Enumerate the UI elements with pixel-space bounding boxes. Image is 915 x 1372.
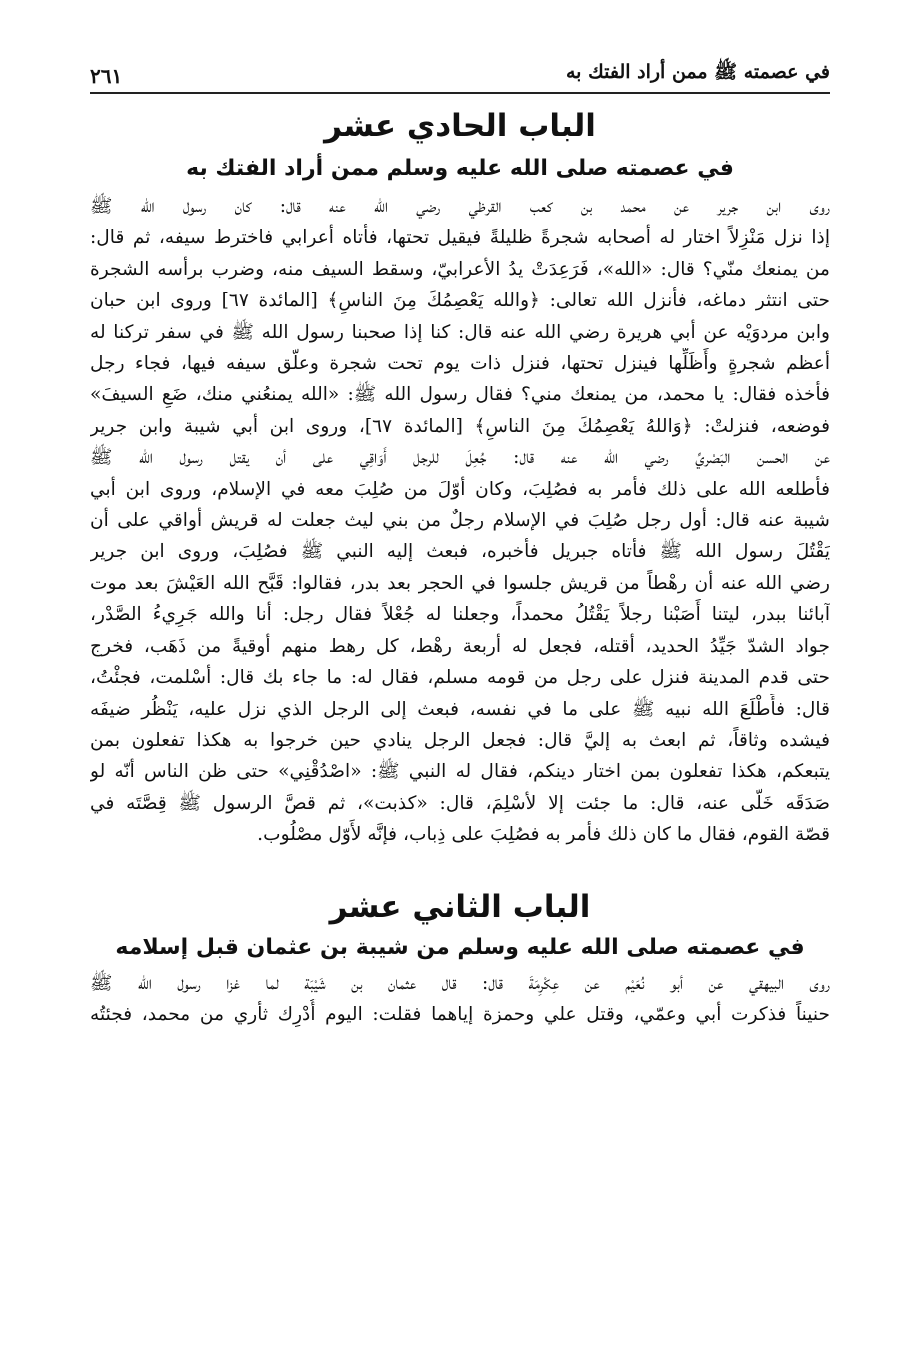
body-line: من يمنعك منّي؟ قال: «الله»، فَرَعِدَتْ يدُ الأعرابيّ، وسقط السيف منه، وضرب برأسه الشجرة (90, 258, 830, 280)
body-line: حتى قدم المدينة فنزل على رجل من قومه مسلم، فقال له: ما جاء بك قال: أسْلمت، فجئْتُ، (90, 667, 830, 689)
body-line: حتى انتثر دماغه، فأنزل الله تعالى: ﴿والله يَعْصِمُكَ مِنَ الناسِ﴾ [المائدة ٦٧] وروى ابن حبان (90, 290, 830, 312)
body-line: قصّة القوم، فقال ما كان ذلك فأمر به فصُلِبَ على ذِباب، فإنَّه لأَوّل مصْلُوب. (257, 824, 830, 846)
body-line: يَقْتُلَ رسول الله ﷺ فأتاه جبريل فأخبره، فبعث إليه النبي ﷺ فصُلِبَ، وروى ابن جرير (90, 541, 830, 563)
chapter-body (90, 191, 830, 851)
body-line: فأطلعه الله على ذلك فأمر به فصُلِبَ، وكان أوّلَ من صُلِبَ معه في الإسلام، وروى ابن أبي (90, 478, 830, 500)
body-line: شيبة عنه قال: أول رجل صُلِبَ في الإسلام رجلٌ من بني ليث جعلت له قريش أواقي على أن (90, 510, 830, 532)
body-line: فيشده وثاقاً، ثم ابعث به إليَّ قال: فجعل الرجل ينادي حين خرجوا به هكذا تفعلون بمن (90, 729, 830, 751)
body-line: فأخذه فقال: يا محمد، من يمنعك مني؟ فقال رسول الله ﷺ: «الله يمنعُني منك، ضَعِ السيفَ» (90, 384, 830, 406)
body-line: فوضعه، فنزلتْ: ﴿وَاللهُ يَعْصِمُكَ مِنَ الناسِ﴾ [المائدة ٦٧]، وروى ابن أبي شيبة وابن جرير (90, 415, 830, 437)
body-line: رضي الله عنه أن رهْطاً من قريش جلسوا في الحجر بعد بدر، فقالوا: قَبَّح الله العَيْشَ بعد موت (90, 572, 830, 594)
body-line: آبائنا ببدر، ليتنا أَصَبْنا رجلاً يَقْتُلُ محمداً، وجعلنا له جُعْلاً فقال رجل: أنا والله جَرِيءُ الصَّدْر، (90, 604, 830, 626)
body-line: حنيناً فذكرت أبي وعمّي، وقتل علي وحمزة إياهما فقلت: اليوم أُدْرِك ثأري من محمد، فجئتُه (90, 1003, 830, 1025)
body-line: جواد الشدّ جَيِّدُ الحديد، أقتله، فجعل له أربعة رهْط، كل رهط منهم أوقيةً من ذَهَب، فخرج (90, 635, 830, 657)
body-line: وابن مردوَيْه عن أبي هريرة رضي الله عنه قال: كنا إذا صحبنا رسول الله ﷺ في سفر تركنا له (90, 321, 830, 343)
body-line: عن الحسن البَصْريِّ رضي الله عنه قال: جُعِلَ للرجل أَوَاقِي على أن يقتل رسول الله ﷺ (90, 447, 830, 469)
chapter-title: الباب الثاني عشر (329, 888, 591, 925)
body-line: أعظم شجرةٍ وأَظَلِّها فينزل تحتها، فنزل ذات يوم تحت شجرة وعلّق سيفه فيها، فجاء رجل (90, 353, 830, 375)
body-line: يتبعكم، هكذا تفعلون بمن اختار دينكم، فقال له النبي ﷺ: «اصْدُقْنِي» حتى ظن الناس أنّه لو (90, 761, 830, 783)
body-line: روى البيهقي عن أبو نُعَيْم عن عِكْرِمَةَ قال: قال عثمان بن شَيْبَة لما غزا رسول الله ﷺ (90, 972, 830, 994)
body-line: روى ابن جرير عن محمد بن كعب القرظي رضي الله عنه قال: كان رسول الله ﷺ (90, 196, 830, 217)
body-line: صَدَقَه خَلّى عنه، قال: ما جئت إلا لأسْلِمَ، قال: «كذبت»، ثم قصَّ الرسول ﷺ قِصَّتَه في (90, 792, 830, 814)
chapter-eleven (90, 108, 830, 851)
book-page (90, 44, 830, 1372)
running-title: في عصمته ﷺ ممن أراد الفتك به (566, 61, 830, 83)
chapter-body (90, 968, 830, 1031)
chapter-subtitle: في عصمته صلى الله عليه وسلم من شيبة بن عثمان قبل إسلامه (115, 934, 805, 960)
chapter-twelve (90, 889, 830, 1031)
chapter-subtitle: في عصمته صلى الله عليه وسلم ممن أراد الفتك به (186, 156, 734, 181)
chapter-title: الباب الحادي عشر (324, 108, 596, 144)
running-header (90, 44, 830, 94)
body-line: قال: فأَطْلَعَ الله نبيه ﷺ على ما في نفسه، فبعث إلى الرجل الذي نزل عليه، يَنْظُر ضيفَه (90, 698, 830, 720)
page-number: ٢٦١ (90, 64, 123, 88)
body-line: إذا نزل مَنْزِلاً اختار له أصحابه شجرةً ظليلةً فيقيل تحتها، فأتاه أعرابي فاخترط سيفه، ثم قال: (90, 227, 830, 249)
